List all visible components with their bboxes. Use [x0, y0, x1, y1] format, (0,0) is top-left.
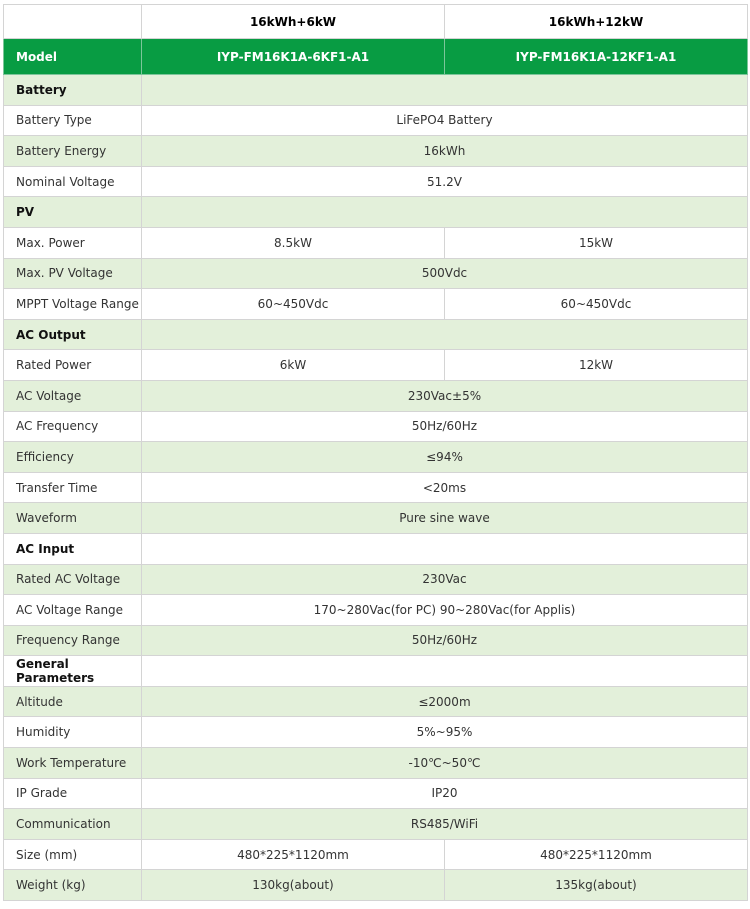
row-label: Rated Power [4, 350, 142, 381]
section-empty-cell [142, 319, 748, 350]
row-label: Efficiency [4, 442, 142, 473]
spec-table-body [4, 5, 748, 901]
header-empty-cell [4, 5, 142, 39]
table-row [4, 411, 748, 442]
row-value: Pure sine wave [142, 503, 748, 534]
row-label: MPPT Voltage Range [4, 289, 142, 320]
section-empty-cell [142, 656, 748, 687]
table-row [4, 380, 748, 411]
row-label: IP Grade [4, 778, 142, 809]
model-label: Model [4, 39, 142, 75]
row-label: AC Frequency [4, 411, 142, 442]
section-empty-cell [142, 197, 748, 228]
row-label: Battery Energy [4, 136, 142, 167]
row-value-col2: 12kW [445, 350, 748, 381]
row-label: Rated AC Voltage [4, 564, 142, 595]
table-row [4, 595, 748, 626]
row-label: AC Voltage Range [4, 595, 142, 626]
row-label: Waveform [4, 503, 142, 534]
section-row [4, 656, 748, 687]
table-row [4, 258, 748, 289]
row-label: Weight (kg) [4, 870, 142, 901]
row-value-col1: 6kW [142, 350, 445, 381]
model-row [4, 39, 748, 75]
row-value: 230Vac±5% [142, 380, 748, 411]
row-label: Max. Power [4, 227, 142, 258]
section-row [4, 197, 748, 228]
row-label: Nominal Voltage [4, 166, 142, 197]
table-row [4, 136, 748, 167]
table-row [4, 717, 748, 748]
table-row [4, 350, 748, 381]
row-value: IP20 [142, 778, 748, 809]
row-label: AC Voltage [4, 380, 142, 411]
row-value: -10℃~50℃ [142, 748, 748, 779]
table-row [4, 227, 748, 258]
row-label: Frequency Range [4, 625, 142, 656]
header-row [4, 5, 748, 39]
table-row [4, 289, 748, 320]
table-row [4, 472, 748, 503]
section-row [4, 533, 748, 564]
table-row [4, 686, 748, 717]
row-value: LiFePO4 Battery [142, 105, 748, 136]
table-row [4, 166, 748, 197]
row-value-col2: 15kW [445, 227, 748, 258]
row-value: 50Hz/60Hz [142, 625, 748, 656]
row-value-col1: 130kg(about) [142, 870, 445, 901]
row-label: Humidity [4, 717, 142, 748]
row-value-col1: 8.5kW [142, 227, 445, 258]
row-value: 5%~95% [142, 717, 748, 748]
section-title: AC Output [4, 319, 142, 350]
row-value: 50Hz/60Hz [142, 411, 748, 442]
row-value: ≤94% [142, 442, 748, 473]
row-label: Altitude [4, 686, 142, 717]
table-row [4, 564, 748, 595]
table-row [4, 625, 748, 656]
row-value: RS485/WiFi [142, 809, 748, 840]
model-col1: IYP-FM16K1A-6KF1-A1 [142, 39, 445, 75]
table-row [4, 839, 748, 870]
row-value: 170~280Vac(for PC) 90~280Vac(for Applis) [142, 595, 748, 626]
table-row [4, 870, 748, 901]
row-value: ≤2000m [142, 686, 748, 717]
section-title: PV [4, 197, 142, 228]
row-value-col1: 60~450Vdc [142, 289, 445, 320]
section-row [4, 75, 748, 106]
row-label: Communication [4, 809, 142, 840]
section-title: AC Input [4, 533, 142, 564]
table-row [4, 748, 748, 779]
row-label: Work Temperature [4, 748, 142, 779]
row-value: 500Vdc [142, 258, 748, 289]
row-value-col2: 480*225*1120mm [445, 839, 748, 870]
table-row [4, 442, 748, 473]
section-title: General Parameters [4, 656, 142, 687]
row-value: 51.2V [142, 166, 748, 197]
table-row [4, 503, 748, 534]
spec-table [3, 4, 748, 901]
section-row [4, 319, 748, 350]
table-row [4, 809, 748, 840]
header-col2: 16kWh+12kW [445, 5, 748, 39]
row-label: Battery Type [4, 105, 142, 136]
model-col2: IYP-FM16K1A-12KF1-A1 [445, 39, 748, 75]
row-value-col2: 135kg(about) [445, 870, 748, 901]
row-label: Max. PV Voltage [4, 258, 142, 289]
row-label: Transfer Time [4, 472, 142, 503]
section-empty-cell [142, 533, 748, 564]
row-value: 230Vac [142, 564, 748, 595]
row-value: <20ms [142, 472, 748, 503]
row-value-col2: 60~450Vdc [445, 289, 748, 320]
header-col1: 16kWh+6kW [142, 5, 445, 39]
table-row [4, 105, 748, 136]
section-title: Battery [4, 75, 142, 106]
spec-table-container [3, 4, 747, 901]
row-value-col1: 480*225*1120mm [142, 839, 445, 870]
row-label: Size (mm) [4, 839, 142, 870]
section-empty-cell [142, 75, 748, 106]
row-value: 16kWh [142, 136, 748, 167]
table-row [4, 778, 748, 809]
